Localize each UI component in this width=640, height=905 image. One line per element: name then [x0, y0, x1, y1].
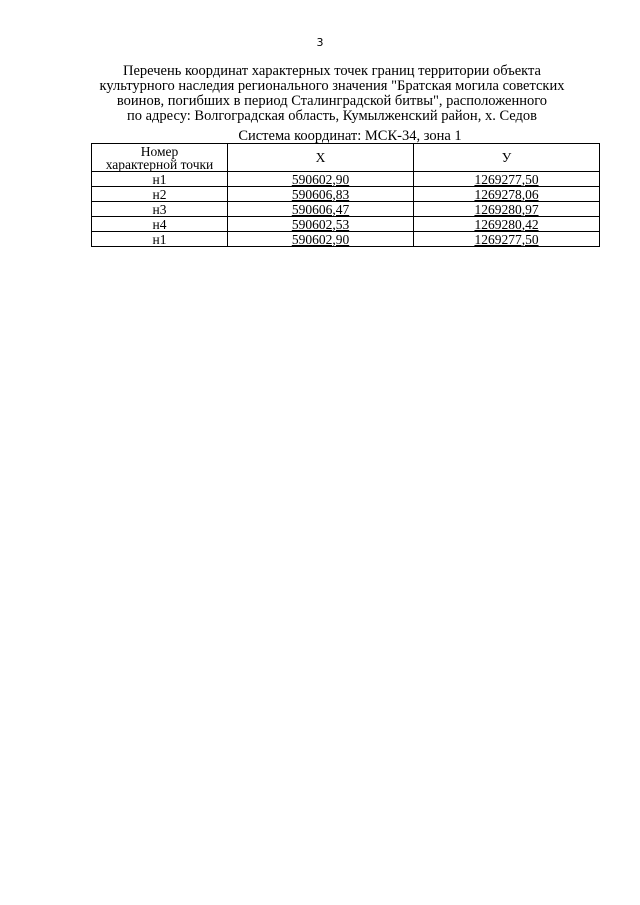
- coordinate-system-label: Система координат: МСК-34, зона 1: [238, 128, 462, 144]
- title-line: воинов, погибших в период Сталинградской битвы", расположенного: [116, 93, 548, 109]
- point-cell: н4: [92, 217, 228, 232]
- title-line: по адресу: Волгоградская область, Кумылженский район, х. Седов: [126, 108, 538, 124]
- x-value: 590606,83: [291, 186, 350, 202]
- page-number: 3: [316, 36, 324, 49]
- y-cell: [414, 202, 600, 217]
- title-line: культурного наследия регионального значения "Братская могила советских: [99, 78, 565, 94]
- table-row: [92, 202, 600, 217]
- y-cell: [414, 172, 600, 187]
- header-point-number: [92, 144, 228, 172]
- x-cell: [228, 232, 414, 247]
- header-x: X: [228, 144, 414, 172]
- x-cell: [228, 172, 414, 187]
- point-cell: н3: [92, 202, 228, 217]
- table-row: [92, 232, 600, 247]
- x-value: 590602,90: [291, 231, 350, 247]
- y-value: 1269277,50: [474, 231, 539, 247]
- point-cell: н2: [92, 187, 228, 202]
- x-cell: [228, 217, 414, 232]
- y-cell: [414, 217, 600, 232]
- table-row: [92, 187, 600, 202]
- point-cell: н1: [92, 232, 228, 247]
- table-row: [92, 217, 600, 232]
- y-cell: [414, 187, 600, 202]
- x-value: 590602,53: [291, 216, 350, 232]
- y-value: 1269277,50: [474, 171, 539, 187]
- x-cell: [228, 202, 414, 217]
- y-value: 1269280,97: [474, 201, 539, 217]
- y-value: 1269278,06: [474, 186, 539, 202]
- table-header-row: [92, 144, 600, 172]
- coordinates-table: [91, 143, 600, 247]
- point-cell: н1: [92, 172, 228, 187]
- header-y: У: [414, 144, 600, 172]
- x-value: 590602,90: [291, 171, 350, 187]
- x-cell: [228, 187, 414, 202]
- header-point-line2: характерной точки: [105, 156, 214, 172]
- header-point-line1: Номер: [140, 143, 179, 159]
- y-cell: [414, 232, 600, 247]
- table-row: [92, 172, 600, 187]
- y-value: 1269280,42: [474, 216, 539, 232]
- title-line: Перечень координат характерных точек границ территории объекта: [123, 63, 541, 79]
- x-value: 590606,47: [291, 201, 350, 217]
- document-title: [82, 64, 582, 124]
